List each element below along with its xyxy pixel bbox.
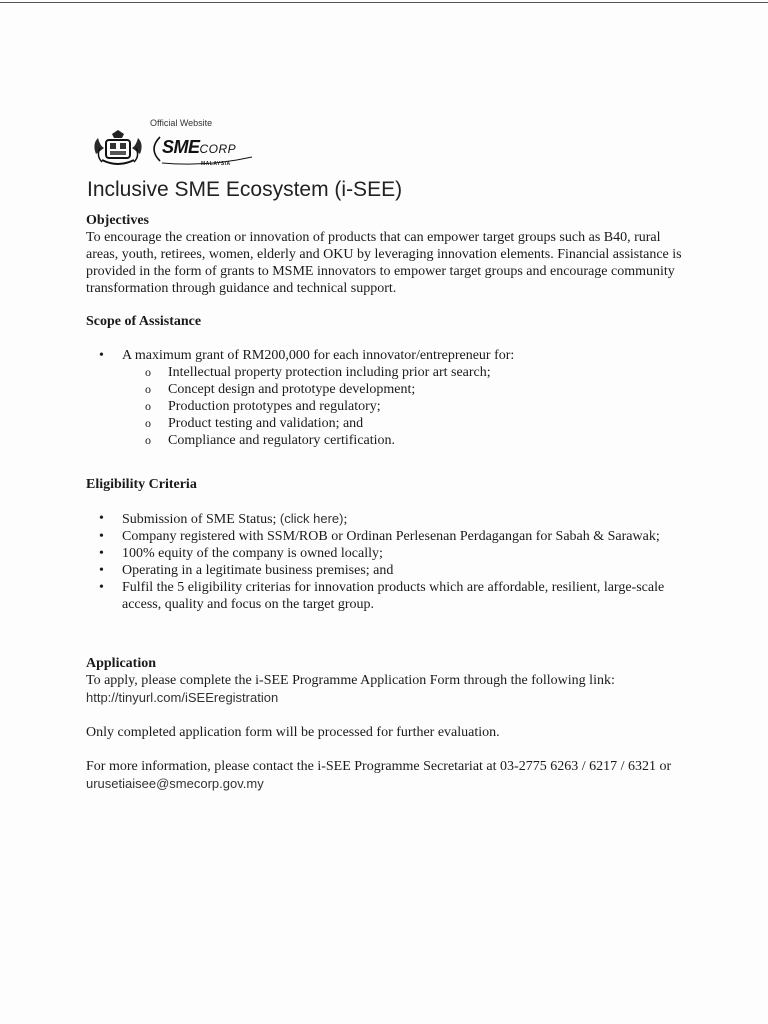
- scope-list: [86, 347, 686, 449]
- eligibility-heading: Eligibility Criteria: [86, 477, 197, 492]
- eligibility-list: [86, 510, 686, 613]
- scope-main-text: A maximum grant of RM200,000 for each innovator/entrepreneur for:: [122, 348, 515, 363]
- scope-section: [86, 313, 686, 449]
- objectives-text: To encourage the creation or innovation of products that can empower target groups such as B40, rural areas, youth, retirees, women, elderly and OKU by leveraging innovation elements. Financial assistance is provided in the form of grants to MSME innovators to empower target groups and encourage community transformation through guidance and technical support.: [86, 230, 682, 296]
- scope-sub-item: o Concept design and prototype development;: [122, 381, 686, 398]
- scope-main-bullet: [86, 347, 686, 449]
- brand-name: SME: [162, 137, 200, 157]
- scope-sub-item: o Product testing and validation; and: [122, 415, 686, 432]
- application-heading: Application: [86, 656, 157, 671]
- eligibility-item-suffix: ;: [343, 512, 348, 527]
- contact-info: [86, 758, 686, 793]
- contact-text: For more information, please contact the i-SEE Programme Secretariat at 03-2775 6263 / 6217 / 6321 or: [86, 759, 672, 774]
- registration-link[interactable]: http://tinyurl.com/iSEEregistration: [86, 690, 279, 705]
- contact-email[interactable]: urusetiaisee@smecorp.gov.my: [86, 776, 264, 791]
- smecorp-wordmark: [162, 137, 236, 158]
- scope-sub-item: o Production prototypes and regulatory;: [122, 398, 686, 415]
- application-note: Only completed application form will be processed for further evaluation.: [86, 725, 500, 740]
- eligibility-section: [86, 476, 686, 613]
- objectives-heading: Objectives: [86, 213, 149, 228]
- eligibility-item: • Operating in a legitimate business premises; and: [86, 562, 686, 579]
- eligibility-item: • Fulfil the 5 eligibility criterias for innovation products which are affordable, resilient, large-scale access, quality and focus on the target group.: [86, 579, 686, 613]
- scope-heading: Scope of Assistance: [86, 314, 202, 329]
- application-intro-text: To apply, please complete the i-SEE Programme Application Form through the following link:: [86, 673, 615, 688]
- page-title: Inclusive SME Ecosystem (i-SEE): [87, 178, 403, 201]
- eligibility-item: [86, 510, 686, 528]
- scope-sub-list: [122, 364, 686, 449]
- application-section: [86, 655, 686, 793]
- scope-sub-item: o Compliance and regulatory certification.: [122, 432, 686, 449]
- objectives-section: [86, 212, 686, 297]
- eligibility-item-text: Submission of SME Status;: [122, 512, 280, 527]
- eligibility-item: • Company registered with SSM/ROB or Ordinan Perlesenan Perdagangan for Sabah & Sarawak;: [86, 528, 686, 545]
- scope-sub-item: o Intellectual property protection including prior art search;: [122, 364, 686, 381]
- brand-subtitle: MALAYSIA: [201, 161, 231, 167]
- sme-status-link[interactable]: (click here): [279, 511, 344, 526]
- smecorp-logo[interactable]: [88, 118, 258, 174]
- logo-caption: Official Website: [150, 118, 213, 128]
- coat-of-arms-icon: [90, 130, 146, 170]
- brand-suffix: CORP: [199, 142, 237, 156]
- eligibility-item: • 100% equity of the company is owned locally;: [86, 545, 686, 562]
- page-top-rule: [0, 2, 768, 3]
- application-intro: [86, 672, 686, 707]
